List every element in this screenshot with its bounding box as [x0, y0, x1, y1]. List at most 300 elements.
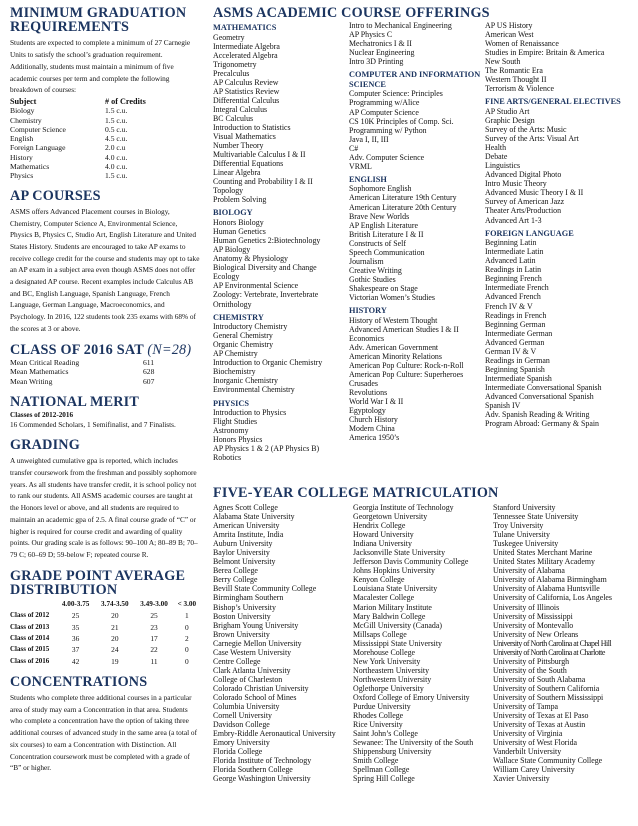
college-item: Case Western University — [213, 647, 292, 657]
credits-row — [10, 143, 175, 152]
credits-value: 4.0 c.u. — [105, 152, 128, 162]
course-item: Program Abroad: Germany & Spain — [485, 419, 599, 429]
course-item: Anatomy & Physiology — [213, 254, 288, 264]
college-item: Colorado School of Mines — [213, 692, 297, 702]
course-item: Human Genetics 2:Biotechnology — [213, 236, 321, 246]
college-item: Stanford University — [493, 503, 556, 512]
course-item: Geometry — [213, 32, 245, 42]
course-item: Intermediate French — [485, 283, 549, 293]
credits-value: 1.5 c.u. — [105, 106, 128, 116]
gpa-cell: 23 — [150, 622, 158, 632]
sat-value: 607 — [143, 376, 155, 386]
gpa-cell: 20 — [111, 633, 119, 643]
gpa-row-label: Class of 2016 — [10, 656, 50, 665]
college-item: Colorado Christian University — [213, 683, 309, 693]
college-item: University of Southern Mississippi — [493, 692, 604, 702]
gpa-cell: 2 — [184, 633, 189, 643]
matriculation-column-1 — [213, 503, 351, 783]
course-item: Advanced German — [485, 337, 545, 347]
gpa-cell: 22 — [150, 645, 158, 655]
course-item: Problem Solving — [213, 195, 267, 205]
course-item: Advanced American Studies I & II — [349, 324, 459, 334]
course-item: Honors Physics — [213, 435, 263, 445]
college-item: Vanderbilt University — [493, 747, 562, 757]
gpa-cell: 20 — [111, 611, 119, 621]
college-item: Davidson College — [213, 720, 270, 730]
course-item: Journalism — [349, 256, 384, 266]
college-item: Embry-Riddle Aeronautical University — [213, 729, 336, 739]
college-item: Amrita Institute, India — [213, 530, 284, 540]
course-item: AP Statistics Review — [213, 86, 280, 96]
course-item: Crusades — [349, 378, 378, 388]
offerings-column-3 — [485, 21, 635, 428]
course-item: Robotics — [213, 453, 242, 463]
course-item: Advanced Latin — [485, 256, 536, 266]
gpa-cell: 37 — [71, 645, 80, 655]
gpa-cell: 1 — [184, 611, 189, 621]
sat-value: 628 — [143, 367, 155, 377]
credits-subject: Mathematics — [10, 162, 50, 171]
course-item: Biological Diversity and Change — [213, 263, 317, 273]
grading-text: A unweighted cumulative gpa is reported, which includes transfer coursework from the freshman and possibly sophomore years. As all students have transfer credit, it is school policy not to rank our students. All ASMS academic courses are taught at the Honors level or above, and all students are required to maintain an academic gpa of 2.5. A final course grade of “C” or higher is required for course credit and awarding of quality points. Our grading scale is as follows: 90–100 A; 80–89 B; 70–79 C; 60–69 D; 59-below F; repeated course R. — [10, 456, 198, 559]
course-item: French IV & V — [485, 301, 533, 311]
college-item: Kenyon College — [353, 575, 405, 585]
course-item: Beginning Spanish — [485, 364, 545, 374]
credits-value: 4.0 c.u. — [105, 162, 128, 171]
gpa-cell: 25 — [71, 611, 80, 621]
college-item: University of Tampa — [493, 702, 559, 712]
course-item: British Literature I & II — [349, 229, 424, 239]
college-item: Bevill State Community College — [213, 584, 317, 594]
college-item: Spring Hill College — [353, 774, 415, 784]
course-item: AP US History — [485, 21, 533, 30]
course-group-heading: CHEMISTRY — [213, 312, 264, 322]
course-item: Adv. Computer Science — [349, 152, 425, 162]
gpa-cell: 17 — [150, 633, 158, 643]
sat-row — [10, 377, 180, 386]
section-title-grading: GRADING — [10, 437, 80, 454]
course-item: Speech Communication — [349, 247, 425, 257]
course-item: Survey of the Arts: Visual Art — [485, 134, 579, 144]
course-item: C# — [349, 143, 359, 153]
course-item: Advanced Conversational Spanish — [485, 391, 594, 401]
college-item: Florida College — [213, 747, 263, 757]
concentrations-text: Students who complete three additional courses in a particular area of study may earn a Concentration in that area. Students who complete a concentration have the option of taking three additional courses of advanced study in the same area (a total of six courses) to earn a Concentration with Distinction. All Concentration coursework must be completed with a grade of “B” or higher. — [10, 693, 198, 773]
college-item: Clark Atlanta University — [213, 665, 291, 675]
course-group-heading: ENGLISH — [349, 174, 387, 184]
gpa-header: 4.00-3.75 — [61, 600, 90, 609]
course-item: Ecology — [213, 272, 240, 282]
college-item: Spellman College — [353, 765, 410, 775]
course-item: AP Physics 1 & 2 (AP Physics B) — [213, 444, 320, 454]
credits-row — [10, 116, 175, 125]
college-item: Brown University — [213, 629, 270, 639]
course-item: Intermediate Algebra — [213, 41, 280, 51]
sat-n: (N=28) — [147, 341, 192, 358]
college-item: University of New Orleans — [493, 629, 579, 639]
course-item: Ornithology — [213, 299, 252, 309]
college-item: Morehouse College — [353, 647, 416, 657]
gpa-cell: 19 — [111, 656, 119, 666]
merit-text: 16 Commended Scholars, 1 Semifinalist, and 7 Finalists. — [10, 420, 176, 430]
course-item: Intermediate German — [485, 328, 553, 338]
college-item: Jefferson Davis Community College — [353, 557, 469, 567]
gpa-cell: 11 — [150, 656, 158, 666]
section-title-concentrations: CONCENTRATIONS — [10, 673, 148, 690]
course-item: Western Thought II — [485, 75, 547, 85]
course-item: General Chemistry — [213, 331, 273, 341]
college-item: University of West Florida — [493, 738, 578, 748]
college-item: Florida Southern College — [213, 765, 293, 775]
gpa-cell: 0 — [184, 645, 189, 655]
college-item: University of Montevallo — [493, 620, 574, 630]
course-item: AP Environmental Science — [213, 281, 299, 291]
course-item: Programming w/ Python — [349, 125, 427, 135]
college-item: Belmont University — [213, 557, 276, 567]
credits-subject: Biology — [10, 106, 35, 116]
course-item: Beginning German — [485, 319, 546, 329]
college-item: Bishop’s University — [213, 602, 276, 612]
college-item: New York University — [353, 656, 421, 666]
course-item: Beginning Latin — [485, 238, 537, 248]
college-item: University of Alabama Birmingham — [493, 575, 607, 585]
course-item: AP Studio Art — [485, 106, 530, 116]
college-item: Alabama State University — [213, 512, 295, 522]
sat-row — [10, 358, 180, 367]
course-item: Shakespeare on Stage — [349, 283, 418, 293]
course-item: History of Western Thought — [349, 315, 438, 325]
course-item: Introduction to Organic Chemistry — [213, 358, 323, 368]
college-item: Oglethorpe University — [353, 683, 424, 693]
college-item: Brigham Young University — [213, 620, 299, 630]
gpa-row — [10, 610, 200, 621]
sat-label: Mean Writing — [10, 376, 53, 386]
college-item: Rhodes College — [353, 711, 404, 721]
gpa-cell: 24 — [111, 645, 119, 655]
course-item: Differential Calculus — [213, 95, 280, 105]
college-item: Millsaps College — [353, 629, 407, 639]
college-item: Marion Military Institute — [353, 602, 432, 612]
course-item: Revolutions — [349, 388, 388, 398]
gpa-header: < 3.00 — [177, 600, 197, 609]
course-item: Economics — [349, 333, 385, 343]
college-item: Georgetown University — [353, 512, 428, 522]
college-item: Tuskegee University — [493, 539, 559, 549]
course-item: Accelerated Algebra — [213, 50, 278, 60]
course-item: Intro Music Theory — [485, 179, 547, 189]
course-group-heading: FOREIGN LANGUAGE — [485, 228, 574, 238]
course-item: Church History — [349, 415, 398, 425]
college-item: Columbia University — [213, 702, 280, 712]
college-item: Northeastern University — [353, 665, 430, 675]
course-item: Java I, II, III — [349, 134, 389, 144]
course-item: Adv. American Government — [349, 342, 439, 352]
course-item: Debate — [485, 152, 508, 162]
course-item: Readings in German — [485, 355, 550, 365]
course-item: Biochemistry — [213, 367, 256, 377]
course-item: Honors Biology — [213, 218, 264, 228]
college-item: University of Mississippi — [493, 611, 573, 621]
college-item: Emory University — [213, 738, 270, 748]
sat-value: 611 — [143, 357, 155, 367]
ap-text: ASMS offers Advanced Placement courses in Biology, Chemistry, Computer Science A, Environmental Science, Physics B, Physics C, Studio Art, English Literature and United States History. Students are encouraged to take AP exams to receive college credit for the course and students may opt to take an AP exam in a subject area even though ASMS does not offer a designated AP course. Recent examples include Calculus AB and BC, English Language, Spanish Language, French Language, German Language, Macroeconomics, and Psychology. In 2016, 122 students took 235 exams with 68% of the scores at 3 or above. — [10, 206, 200, 333]
course-item: American Literature 19th Century — [349, 193, 457, 203]
gpa-header: 3.49-3.00 — [140, 600, 168, 609]
course-group-heading: BIOLOGY — [213, 208, 253, 218]
course-item: New South — [485, 57, 521, 67]
college-item: Troy University — [493, 521, 544, 531]
college-item: College of Charleston — [213, 674, 283, 684]
course-group-heading: HISTORY — [349, 306, 387, 316]
merit-sub: Classes of 2012-2016 — [10, 411, 74, 420]
sat-label: Mean Mathematics — [10, 367, 69, 377]
section-title-min-grad: MINIMUM GRADUATION REQUIREMENTS — [10, 5, 187, 36]
course-item: Adv. Spanish Reading & Writing — [485, 410, 590, 420]
college-item: Cornell University — [213, 711, 272, 721]
course-item: Readings in Latin — [485, 265, 542, 275]
course-item: Advanced Art 1-3 — [485, 215, 542, 225]
credits-subject: Chemistry — [10, 115, 42, 125]
course-item: Environmental Chemistry — [213, 385, 295, 395]
college-item: Centre College — [213, 656, 261, 666]
course-item: World War I & II — [349, 397, 404, 407]
course-item: Programming w/Alice — [349, 98, 420, 108]
college-item: Rice University — [353, 720, 403, 730]
course-item: Brave New Worlds — [349, 211, 410, 221]
course-item: Zoology: Vertebrate, Invertebrate — [213, 290, 319, 300]
course-item: American West — [485, 30, 534, 40]
course-group-heading: PHYSICS — [213, 398, 249, 408]
college-item: Mary Baldwin College — [353, 611, 426, 621]
course-item: Survey of the Arts: Music — [485, 125, 567, 135]
course-item: Introduction to Statistics — [213, 123, 291, 133]
college-item: Purdue University — [353, 702, 411, 712]
college-item: Howard University — [353, 530, 414, 540]
college-item: Wallace State Community College — [493, 756, 603, 766]
college-item: Georgia Institute of Technology — [353, 503, 454, 512]
section-title-offerings: ASMS ACADEMIC COURSE OFFERINGS — [213, 5, 490, 21]
course-item: Introduction to Physics — [213, 408, 287, 418]
credits-value: 0.5 c.u. — [105, 124, 128, 134]
college-item: Northwestern University — [353, 674, 432, 684]
course-item: Trigonometry — [213, 59, 257, 69]
course-item: BC Calculus — [213, 114, 254, 124]
course-item: Intro 3D Printing — [349, 57, 404, 67]
course-item: CS 10K Principles of Comp. Sci. — [349, 116, 454, 126]
college-item: McGill University (Canada) — [353, 620, 442, 630]
college-item: United States Merchant Marine — [493, 548, 593, 558]
college-item: Johns Hopkins University — [353, 566, 435, 576]
college-item: University of South Alabama — [493, 674, 586, 684]
section-title-matriculation: FIVE-YEAR COLLEGE MATRICULATION — [213, 485, 499, 501]
course-group-heading: FINE ARTS/GENERAL ELECTIVES — [485, 97, 621, 107]
course-item: Number Theory — [213, 141, 264, 151]
course-item: Intermediate Latin — [485, 247, 544, 257]
credits-row — [10, 125, 175, 134]
course-item: AP Physics C — [349, 30, 393, 40]
matriculation-column-3 — [493, 503, 638, 783]
college-item: Mississippi State University — [353, 638, 442, 648]
credits-subject: History — [10, 152, 33, 162]
offerings-column-1 — [213, 21, 345, 462]
gpa-cell: 36 — [71, 633, 80, 643]
college-item: Boston University — [213, 611, 271, 621]
course-item: Advanced Digital Photo — [485, 170, 562, 180]
college-item: University of Illinois — [493, 602, 560, 612]
gpa-row-label: Class of 2012 — [10, 611, 50, 620]
course-item: Flight Studies — [213, 417, 258, 427]
college-item: Jacksonville State University — [353, 548, 446, 558]
college-item: Shippensburg University — [353, 747, 432, 757]
college-item: Carnegie Mellon University — [213, 638, 302, 648]
course-item: Intermediate Conversational Spanish — [485, 382, 602, 392]
college-item: University of Alabama Huntsville — [493, 584, 600, 594]
sat-label: Mean Critical Reading — [10, 357, 80, 367]
gpa-table — [10, 599, 200, 667]
college-item: Xavier University — [493, 774, 550, 784]
course-item: Advanced French — [485, 292, 541, 302]
course-item: American Minority Relations — [349, 351, 442, 361]
course-item: Advanced Music Theory I & II — [485, 188, 584, 198]
credits-table — [10, 97, 175, 181]
course-item: Health — [485, 143, 507, 153]
credits-row — [10, 171, 175, 180]
college-item: Berry College — [213, 575, 258, 585]
course-item: Linear Algebra — [213, 168, 261, 178]
gpa-cell: 0 — [184, 622, 189, 632]
college-item: Smith College — [353, 756, 399, 766]
course-item: Terrorism & Violence — [485, 84, 554, 94]
credits-row — [10, 162, 175, 171]
college-item: Berea College — [213, 566, 258, 576]
course-item: American Literature 20th Century — [349, 202, 457, 212]
college-item: University of Southern California — [493, 683, 600, 693]
gpa-row — [10, 633, 200, 644]
college-item: Birmingham Southern — [213, 593, 284, 603]
course-item: American Pop Culture: Rock-n-Roll — [349, 360, 464, 370]
credits-value: 1.5 c.u. — [105, 115, 128, 125]
course-group-heading: COMPUTER AND INFORMATION SCIENCE — [349, 70, 481, 89]
course-item: Precalculus — [213, 68, 250, 78]
matriculation-column-2 — [353, 503, 488, 783]
course-item: Mechatronics I & II — [349, 39, 412, 49]
college-item: Florida Institute of Technology — [213, 756, 312, 766]
college-item: Hendrix College — [353, 521, 406, 531]
course-item: Gothic Studies — [349, 274, 396, 284]
course-item: Women of Renaissance — [485, 39, 559, 49]
course-item: AP Computer Science — [349, 107, 419, 117]
gpa-row-label: Class of 2015 — [10, 645, 50, 654]
college-item: Baylor University — [213, 548, 270, 558]
credits-value: 2.0 c.u — [105, 143, 126, 153]
section-title-merit: NATIONAL MERIT — [10, 393, 140, 410]
course-item: Sophomore English — [349, 184, 412, 194]
credits-col-subject: Subject — [10, 96, 37, 106]
college-item: University of Texas at El Paso — [493, 711, 589, 721]
credits-value: 4.5 c.u. — [105, 134, 128, 144]
course-item: Egyptology — [349, 406, 386, 416]
gpa-cell: 21 — [111, 622, 119, 632]
credits-row — [10, 106, 175, 115]
gpa-cell: 25 — [150, 611, 158, 621]
course-item: Integral Calculus — [213, 104, 268, 114]
college-item: University of Virginia — [493, 729, 563, 739]
course-item: Victorian Women’s Studies — [349, 293, 435, 302]
course-item: AP Biology — [213, 245, 251, 255]
course-item: Topology — [213, 186, 244, 196]
college-item: Saint John’s College — [353, 729, 418, 739]
college-item: United States Military Academy — [493, 557, 595, 567]
course-item: Theater Arts/Production — [485, 206, 562, 216]
gpa-row-label: Class of 2014 — [10, 633, 50, 642]
course-item: VRML — [349, 161, 372, 171]
college-item: University of Alabama — [493, 566, 565, 576]
course-item: Beginning French — [485, 274, 542, 284]
credits-row — [10, 134, 175, 143]
min-grad-text: Students are expected to complete a minimum of 27 Carnegie Units to satisfy the school’s graduation requirement. Additionally, students must maintain a minimum of five academic courses per term and complete the following breakdown of courses: — [10, 38, 191, 95]
course-item: AP English Literature — [349, 220, 418, 230]
gpa-header — [10, 599, 56, 610]
section-title-ap: AP COURSES — [10, 187, 101, 204]
sat-row — [10, 367, 180, 376]
college-item: Macalester College — [353, 593, 415, 603]
sat-title: CLASS OF 2016 SAT — [10, 341, 144, 358]
college-item: Oxford College of Emory University — [353, 692, 470, 702]
course-item: Inorganic Chemistry — [213, 376, 278, 386]
course-item: Visual Mathematics — [213, 132, 276, 142]
college-item: Sewanee: The University of the South — [353, 738, 474, 748]
credits-subject: English — [10, 134, 34, 144]
credits-subject: Foreign Language — [10, 143, 66, 153]
course-item: The Romantic Era — [485, 66, 543, 76]
college-item: Agnes Scott College — [213, 503, 278, 512]
college-item: Auburn University — [213, 539, 273, 549]
section-title-gpa: GRADE POINT AVERAGE DISTRIBUTION — [10, 567, 186, 598]
course-item: Intermediate Spanish — [485, 373, 552, 383]
college-item: University of Texas at Austin — [493, 720, 586, 730]
credits-subject: Physics — [10, 171, 34, 181]
course-item: Survey of American Jazz — [485, 197, 565, 207]
college-item: University of North Carolina at Charlotte — [493, 647, 605, 657]
course-group-heading: MATHEMATICS — [213, 23, 277, 32]
college-item: University of North Carolina at Chapel Hill — [493, 638, 612, 648]
course-item: Intro to Mechanical Engineering — [349, 21, 452, 30]
course-item: Astronomy — [213, 426, 249, 436]
course-item: Studies in Empire: Britain & America — [485, 48, 605, 58]
offerings-column-2 — [349, 21, 481, 442]
course-item: Nuclear Engineering — [349, 48, 415, 58]
course-item: Linguistics — [485, 161, 521, 171]
sat-table — [10, 358, 180, 386]
college-item: George Washington University — [213, 774, 311, 784]
college-item: University of Pittsburgh — [493, 656, 570, 666]
gpa-row-label: Class of 2013 — [10, 622, 50, 631]
course-item: Multivariable Calculus I & II — [213, 150, 306, 160]
gpa-row — [10, 622, 200, 633]
course-item: AP Calculus Review — [213, 77, 279, 87]
course-item: German IV & V — [485, 346, 537, 356]
course-item: Human Genetics — [213, 227, 266, 237]
course-item: AP Chemistry — [213, 349, 258, 359]
gpa-cell: 42 — [71, 656, 80, 666]
course-item: American Pop Culture: Superheroes — [349, 369, 464, 379]
credits-value: 1.5 c.u. — [105, 171, 128, 181]
college-item: Tennessee State University — [493, 512, 579, 522]
course-item: Introductory Chemistry — [213, 322, 288, 332]
college-item: University of California, Los Angeles — [493, 593, 612, 603]
credits-row — [10, 153, 175, 162]
course-item: Constructs of Self — [349, 238, 406, 248]
